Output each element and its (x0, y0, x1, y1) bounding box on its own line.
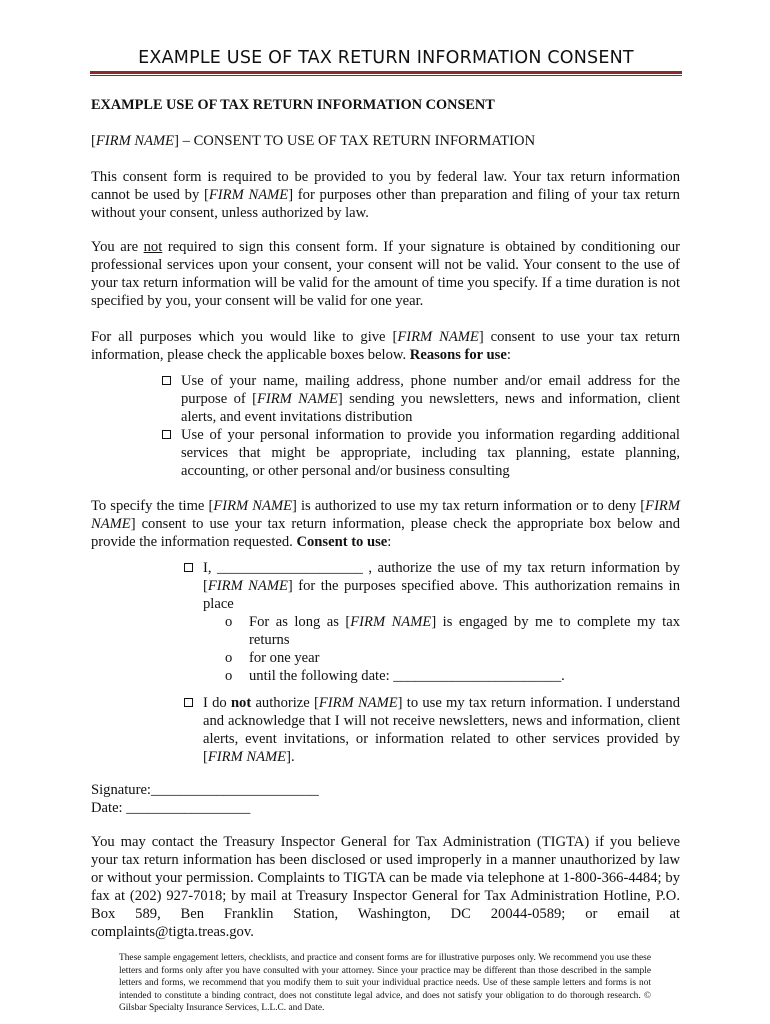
disclaimer-footnote: These sample engagement letters, checklists, and practice and consent forms are for illustrative purposes only. We recommend you use these letters and forms only after you have consulted with your attorney. Since your practice may be different than those described in the sample letters and forms, we recommend that you modify them to suit your individual practice needs. Use of these sample letters and forms is not intended to constitute a binding contract, does not constitute legal advice, and does not satisfy your obligation to do thorough research. © Gilsbar Specialty Insurance Services, L.L.C. and Date. (119, 953, 651, 1014)
consent-options (182, 559, 680, 766)
signature-block (91, 781, 680, 817)
reason-checkbox-personal-info[interactable] (162, 430, 171, 439)
firm-name-placeholder: FIRM NAME (397, 329, 479, 345)
firm-name-placeholder: FIRM NAME (318, 695, 398, 711)
list-bullet: o (225, 650, 233, 666)
firm-name-placeholder: FIRM NAME (256, 391, 338, 407)
consent-to-use-label: Consent to use (296, 534, 388, 550)
list-bullet: o (225, 614, 233, 630)
paragraph-not-required: You are not required to sign this consent form. If your signature is obtained by conditioning our professional services upon your consent, your consent will not be valid. Your consent to the use of your tax return information will be valid for the amount of time you specify. If a time duration is not specified by you, your consent will be valid for one year. (91, 239, 680, 309)
reason-checkbox-contact-info[interactable] (162, 376, 171, 385)
list-bullet: o (225, 668, 233, 684)
duration-option-date: o until the following date: _______________________. (225, 668, 565, 684)
not-emphasis: not (143, 239, 163, 255)
header-rule-thin (90, 75, 682, 76)
reasons-checklist (160, 372, 680, 480)
firm-consent-heading: [FIRM NAME] – CONSENT TO USE OF TAX RETURN INFORMATION (91, 133, 536, 149)
firm-name-placeholder: FIRM NAME (213, 498, 293, 514)
reason-item-contact-info: Use of your name, mailing address, phone number and/or email address for the purpose of [FIRM NAME] sending you newsletters, news and information, client alerts, and event invitations distribution (160, 372, 680, 426)
firm-name-placeholder: FIRM NAME (95, 133, 175, 149)
paragraph-purposes: For all purposes which you would like to give [FIRM NAME] consent to use your tax return information, please check the applicable boxes below. Reasons for use: (91, 329, 681, 363)
firm-name-placeholder: FIRM NAME (207, 749, 287, 765)
duration-option-one-year: o for one year (225, 650, 320, 666)
not-emphasis: not (230, 695, 252, 711)
consent-checkbox-authorize[interactable] (184, 563, 193, 572)
document-header-title: EXAMPLE USE OF TAX RETURN INFORMATION CONSENT (138, 48, 634, 68)
duration-option-engaged: o For as long as [FIRM NAME] is engaged by me to complete my tax returns (225, 614, 680, 648)
consent-checkbox-do-not-authorize[interactable] (184, 698, 193, 707)
header-rule (90, 71, 682, 74)
paragraph-tigta-contact: You may contact the Treasury Inspector General for Tax Administration (TIGTA) if you believe your tax return information has been disclosed or used improperly in a manner unauthorized by law or without your permission. Complaints to TIGTA can be made via telephone at 1-800-366-4484; by fax at (202) 927-7018; by mail at Treasury Inspector General for Tax Administration Hotline, P.O. Box 589, Ben Franklin Station, Washington, DC 20044-0589; or email at complaints@tigta.treas.gov. (91, 834, 680, 940)
firm-name-placeholder: FIRM NAME (208, 187, 289, 203)
document-heading: EXAMPLE USE OF TAX RETURN INFORMATION CONSENT (91, 97, 495, 113)
paragraph-specify-time: To specify the time [FIRM NAME] is authorized to use my tax return information or to deny [FIRM NAME] consent to use your tax return information, please check the appropriate box below and provide the information requested. Consent to use: (91, 498, 681, 550)
paragraph-federal-law: This consent form is required to be provided to you by federal law. Your tax return information cannot be used by [FIRM NAME] for purposes other than preparation and filing of your tax return without your consent, unless authorized by law. (91, 169, 680, 221)
reason-item-personal-info: Use of your personal information to provide you information regarding additional services that might be appropriate, including tax planning, estate planning, accounting, or other personal and/or business consulting (160, 426, 680, 480)
authorization-duration-list (203, 613, 680, 685)
firm-name-placeholder: FIRM NAME (350, 614, 432, 630)
consent-item-authorize: I, ____________________ , authorize the use of my tax return information by [FIRM NAME] for the purposes specified above. This authorization remains in place o For as long as [FIRM NAME] is engaged by me to complete my tax returns o for one year o until the following date: _______________________. (182, 559, 680, 685)
reasons-for-use-label: Reasons for use (409, 347, 507, 363)
date-line[interactable]: Date: _________________ (91, 800, 251, 816)
firm-name-placeholder: FIRM NAME (207, 578, 288, 594)
signature-line[interactable]: Signature:_______________________ (91, 782, 319, 798)
firm-name-placeholder: FIRM NAME (91, 498, 681, 532)
consent-item-do-not-authorize: I do not authorize [FIRM NAME] to use my tax return information. I understand and acknowledge that I will not receive newsletters, news and information, client alerts, event invitations, or information related to other services provided by [FIRM NAME]. (182, 694, 680, 766)
